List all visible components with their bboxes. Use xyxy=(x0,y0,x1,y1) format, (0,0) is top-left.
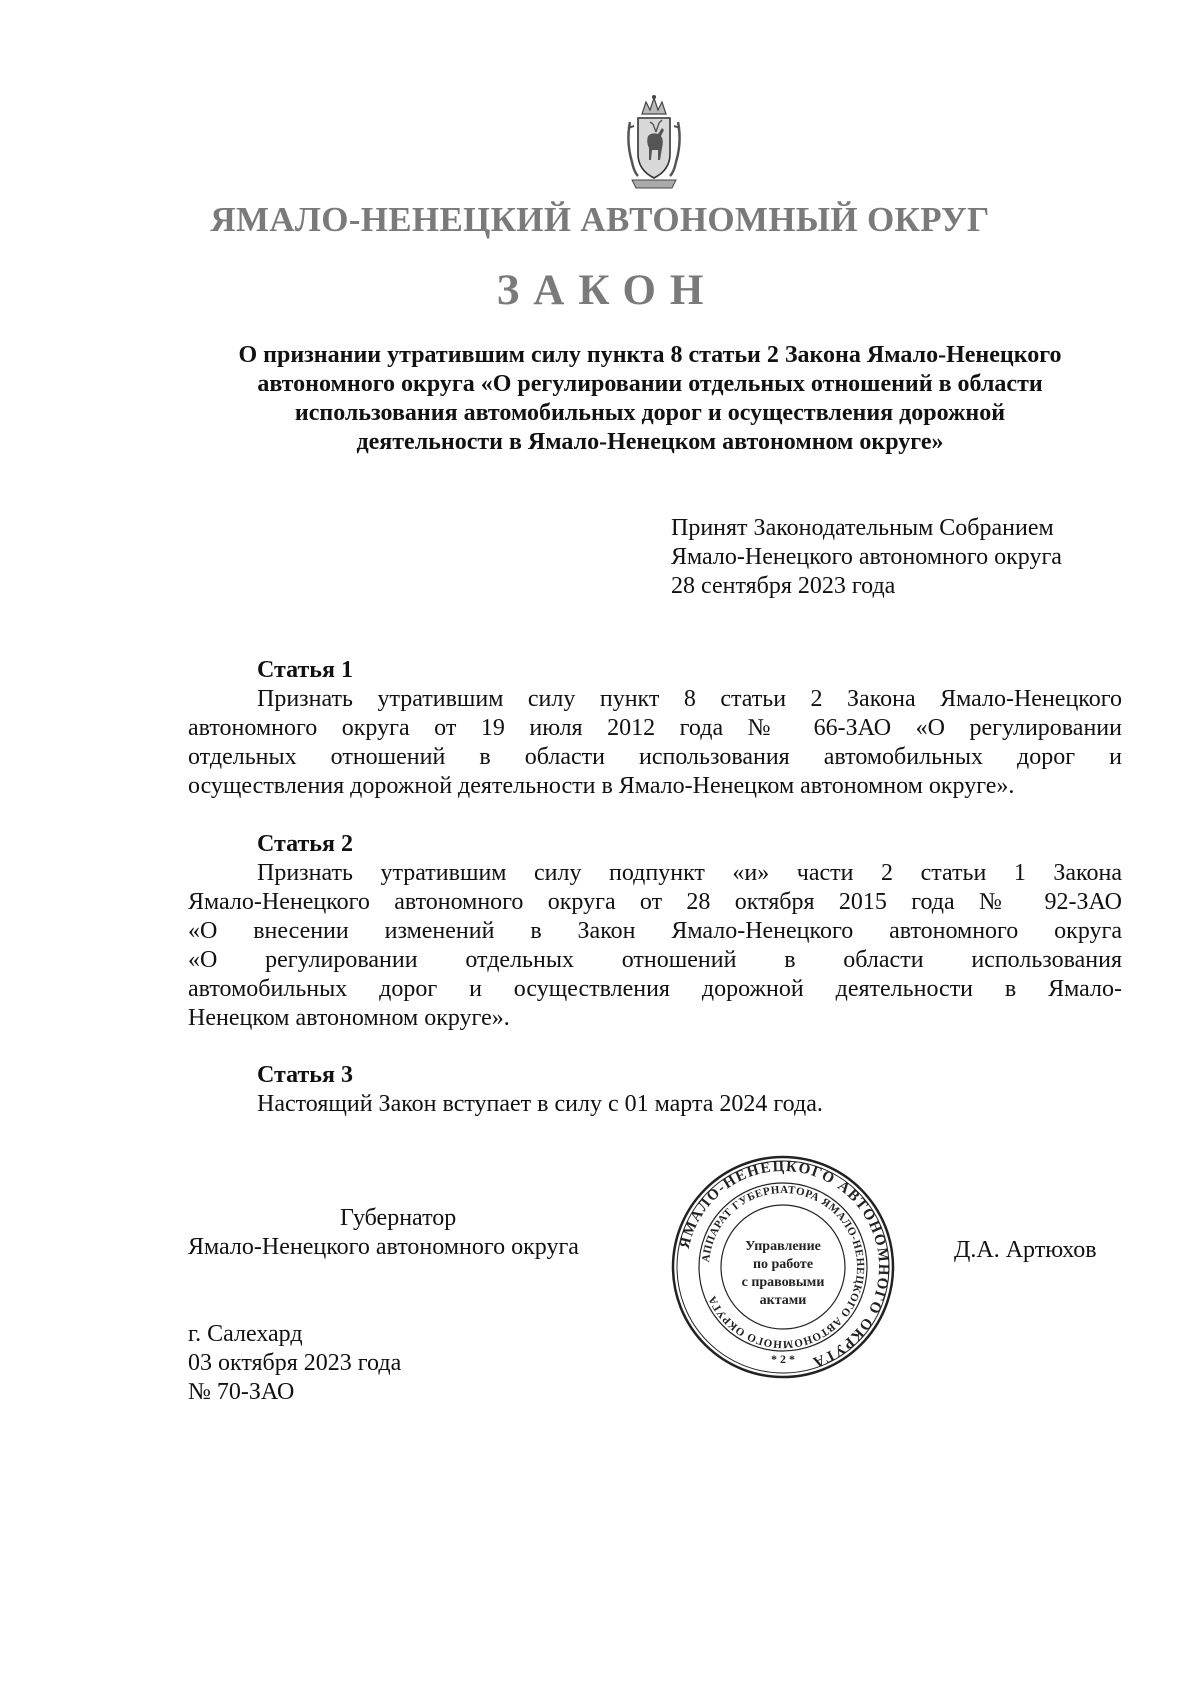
law-title-line: использования автомобильных дорог и осуществления дорожной xyxy=(294,400,1006,426)
adoption-note xyxy=(671,514,1062,601)
yamal-nenets-coat-of-arms-icon xyxy=(618,92,690,192)
document-footer xyxy=(188,1320,401,1407)
signatory-name: Д.А. Артюхов xyxy=(954,1237,1097,1263)
svg-text:с правовыми: с правовыми xyxy=(741,1275,825,1290)
article-3 xyxy=(188,1061,1122,1119)
signing-date: 03 октября 2023 года xyxy=(188,1350,402,1376)
article-heading: Статья 2 xyxy=(257,831,353,857)
article-line: Признать утратившим силу подпункт «и» части 2 статьи 1 Закона xyxy=(257,860,1122,886)
law-title-line: О признании утратившим силу пункта 8 статьи 2 Закона Ямало-Ненецкого xyxy=(238,342,1062,368)
article-line: Настоящий Закон вступает в силу с 01 марта 2024 года. xyxy=(257,1091,823,1117)
law-title-line: автономного округа «О регулировании отдельных отношений в области xyxy=(257,371,1043,397)
svg-text:актами: актами xyxy=(759,1293,807,1308)
law-title-line: деятельности в Ямало-Ненецком автономном округе» xyxy=(356,429,944,455)
article-line: «О внесении изменений в Закон Ямало-Ненецкого автономного округа xyxy=(188,918,1122,944)
adoption-line: Ямало-Ненецкого автономного округа xyxy=(671,544,1062,570)
article-line: Ненецком автономном округе». xyxy=(188,1005,510,1031)
article-line: Признать утратившим силу пункт 8 статьи 2 Закона Ямало-Ненецкого xyxy=(257,686,1122,712)
signatory-organization: Ямало-Ненецкого автономного округа xyxy=(188,1234,579,1260)
article-line: Ямало-Ненецкого автономного округа от 28 октября 2015 года № 92-ЗАО xyxy=(188,889,1122,915)
signatory-position: Губернатор xyxy=(340,1205,457,1231)
article-line: отдельных отношений в области использования автомобильных дорог и xyxy=(188,744,1122,770)
article-2 xyxy=(188,830,1122,1033)
svg-text:АППАРАТ ГУБЕРНАТОРА ЯМАЛО-НЕНЕ: АППАРАТ ГУБЕРНАТОРА ЯМАЛО-НЕНЕЦКОГО АВТОНОМНОГО ОКРУГА xyxy=(700,1183,867,1351)
article-line: осуществления дорожной деятельности в Ямало-Ненецком автономном округе». xyxy=(188,773,1015,799)
region-title: ЯМАЛО-НЕНЕЦКИЙ АВТОНОМНЫЙ ОКРУГ xyxy=(210,200,990,239)
svg-text:Управление: Управление xyxy=(745,1239,821,1254)
article-1 xyxy=(188,656,1122,801)
article-heading: Статья 3 xyxy=(257,1062,353,1088)
article-heading: Статья 1 xyxy=(257,657,353,683)
svg-text:по работе: по работе xyxy=(752,1257,814,1272)
article-line: автономного округа от 19 июля 2012 года № 66-ЗАО «О регулировании xyxy=(188,715,1122,741)
place-of-signing: г. Салехард xyxy=(188,1321,303,1347)
law-title xyxy=(180,341,1120,457)
signatory-block xyxy=(188,1204,648,1262)
adoption-date: 28 сентября 2023 года xyxy=(671,573,896,599)
svg-text:* 2 *: * 2 * xyxy=(771,1352,795,1366)
adoption-line: Принят Законодательным Собранием xyxy=(671,515,1054,541)
official-seal-stamp xyxy=(668,1152,898,1382)
article-line: автомобильных дорог и осуществления дорожной деятельности в Ямало- xyxy=(188,976,1122,1002)
article-line: «О регулировании отдельных отношений в области использования xyxy=(188,947,1122,973)
svg-text:ЯМАЛО-НЕНЕЦКОГО АВТОНОМНОГО ОК: ЯМАЛО-НЕНЕЦКОГО АВТОНОМНОГО ОКРУГА xyxy=(676,1158,892,1371)
law-number: № 70-ЗАО xyxy=(188,1379,295,1405)
document-type-heading: ЗАКОН xyxy=(496,267,718,314)
